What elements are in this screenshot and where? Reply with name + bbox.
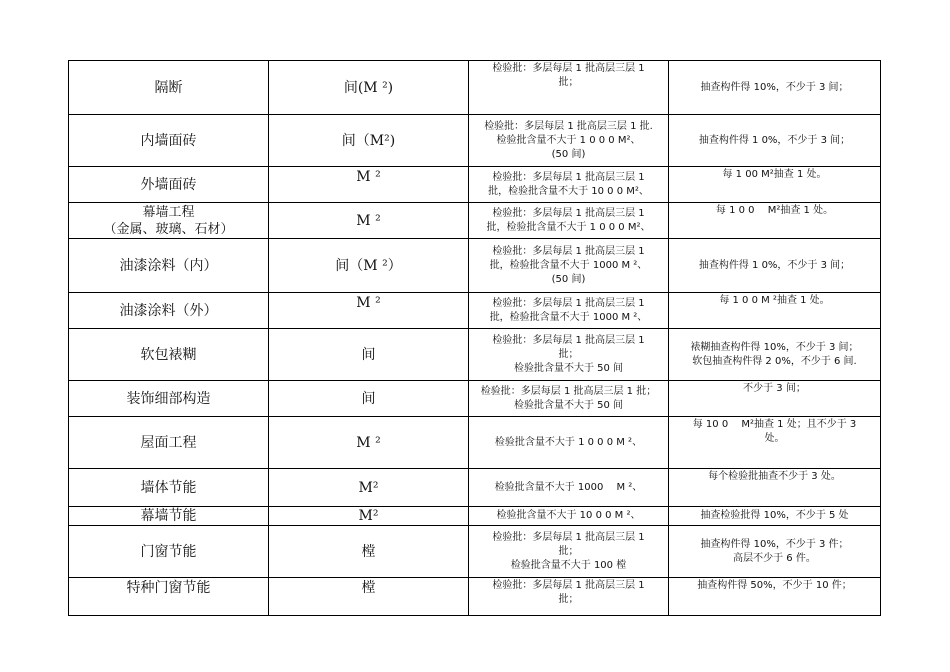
- batch-rule-cell: 检验批：多层每层 1 批高层三层 1 批； 检验批含量不大于 50 间: [469, 381, 669, 417]
- item-name-cell: 幕墙工程 （金属、玻璃、石材）: [69, 203, 269, 239]
- table-row: [69, 167, 881, 203]
- item-name-cell: 油漆涂料（外）: [69, 293, 269, 329]
- item-name-cell: 油漆涂料（内）: [69, 239, 269, 293]
- unit-cell: 樘: [269, 526, 469, 578]
- sampling-rule-cell: 抽查构件得 1 0%，不少于 3 间；: [669, 239, 881, 293]
- unit-cell: 间（M²): [269, 115, 469, 167]
- table-row: [69, 61, 881, 115]
- unit-cell: 间(M ²): [269, 61, 469, 115]
- sampling-rule-cell: 每 1 0 0 M²抽查 1 处。: [669, 203, 881, 239]
- sampling-rule-cell: 每 10 0 M²抽查 1 处；且不少于 3 处。: [669, 417, 881, 469]
- table-row: [69, 578, 881, 616]
- batch-rule-cell: 检验批：多层每层 1 批高层三层 1 批，检验批含量不大于 1 0 0 0 M²、: [469, 203, 669, 239]
- batch-rule-cell: 检验批含量不大于 1000 M ²、: [469, 469, 669, 507]
- sampling-rule-cell: 每 1 0 0 M ²抽查 1 处。: [669, 293, 881, 329]
- table-row: [69, 417, 881, 469]
- table-row: [69, 381, 881, 417]
- table-row: [69, 239, 881, 293]
- item-name-cell: 外墙面砖: [69, 167, 269, 203]
- batch-rule-cell: 检验批：多层每层 1 批高层三层 1 批； 检验批含量不大于 50 间: [469, 329, 669, 381]
- unit-cell: 间（M ²）: [269, 239, 469, 293]
- unit-cell: 间: [269, 381, 469, 417]
- item-name-cell: 装饰细部构造: [69, 381, 269, 417]
- sampling-rule-cell: 抽查检验批得 10%，不少于 5 处: [669, 507, 881, 526]
- batch-rule-cell: 检验批：多层每层 1 批高层三层 1 批，检验批含量不大于 1000 M ²、: [469, 293, 669, 329]
- batch-rule-cell: 检验批含量不大于 10 0 0 M ²、: [469, 507, 669, 526]
- item-name-cell: 软包裱糊: [69, 329, 269, 381]
- sampling-rule-cell: 裱糊抽查构件得 10%，不少于 3 间； 软包抽查构件得 2 0%，不少于 6 间.: [669, 329, 881, 381]
- item-name-cell: 屋面工程: [69, 417, 269, 469]
- batch-rule-cell: 检验批：多层每层 1 批高层三层 1 批. 检验批含量不大于 1 0 0 0 M²、 (50 间): [469, 115, 669, 167]
- sampling-rule-cell: 每个检验批抽查不少于 3 处。: [669, 469, 881, 507]
- item-name-cell: 隔断: [69, 61, 269, 115]
- table-row: [69, 329, 881, 381]
- batch-rule-cell: 检验批：多层每层 1 批高层三层 1 批，检验批含量不大于 1000 M ²、 (50 间): [469, 239, 669, 293]
- item-name-cell: 墙体节能: [69, 469, 269, 507]
- table-row: [69, 293, 881, 329]
- sampling-rule-cell: 抽查构件得 50%，不少于 10 件；: [669, 578, 881, 616]
- batch-rule-cell: 检验批：多层每层 1 批高层三层 1 批；: [469, 61, 669, 115]
- unit-cell: M ²: [269, 417, 469, 469]
- unit-cell: M²: [269, 507, 469, 526]
- batch-rule-cell: 检验批：多层每层 1 批高层三层 1 批； 检验批含量不大于 100 樘: [469, 526, 669, 578]
- unit-cell: M ²: [269, 167, 469, 203]
- sampling-rule-cell: 抽查构件得 10%，不少于 3 间；: [669, 61, 881, 115]
- sampling-rule-cell: 抽查构件得 1 0%，不少于 3 间；: [669, 115, 881, 167]
- batch-rule-cell: 检验批：多层每层 1 批高层三层 1 批，检验批含量不大于 10 0 0 M²、: [469, 167, 669, 203]
- unit-cell: 间: [269, 329, 469, 381]
- table-row: [69, 507, 881, 526]
- unit-cell: M²: [269, 469, 469, 507]
- inspection-table: [68, 60, 881, 616]
- batch-rule-cell: 检验批：多层每层 1 批高层三层 1 批；: [469, 578, 669, 616]
- inspection-table-sheet: [68, 60, 881, 616]
- batch-rule-cell: 检验批含量不大于 1 0 0 0 M ²、: [469, 417, 669, 469]
- sampling-rule-cell: 不少于 3 间；: [669, 381, 881, 417]
- table-row: [69, 115, 881, 167]
- item-name-cell: 幕墙节能: [69, 507, 269, 526]
- unit-cell: 樘: [269, 578, 469, 616]
- item-name-cell: 内墙面砖: [69, 115, 269, 167]
- sampling-rule-cell: 每 1 00 M²抽查 1 处。: [669, 167, 881, 203]
- item-name-cell: 门窗节能: [69, 526, 269, 578]
- sampling-rule-cell: 抽查构件得 10%，不少于 3 件； 高层不少于 6 件。: [669, 526, 881, 578]
- unit-cell: M ²: [269, 293, 469, 329]
- table-row: [69, 469, 881, 507]
- table-row: [69, 526, 881, 578]
- table-row: [69, 203, 881, 239]
- unit-cell: M ²: [269, 203, 469, 239]
- item-name-cell: 特种门窗节能: [69, 578, 269, 616]
